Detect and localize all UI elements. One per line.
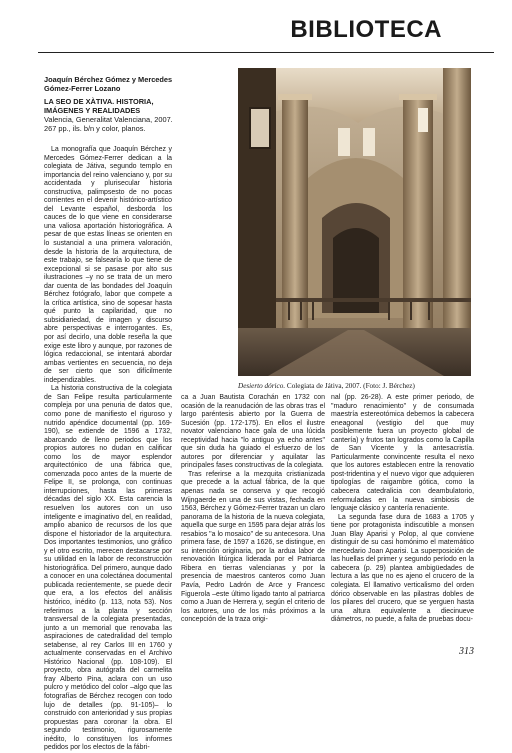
- header-rule: [38, 52, 494, 53]
- review-metadata: [44, 75, 194, 133]
- publication-line: 267 pp., ils. b/n y color, planos.: [44, 124, 146, 133]
- paragraph: ca a Juan Bautista Corachán en 1732 con ocasión de la reanudación de las obras tras el largo paréntesis abierto por la Guerra de Sucesión (pp. 172-175). En ellos el ilustre novator valenciano hace gala de una lúcida receptividad hacia "lo antiguo ya echo antes" que sin duda ha guiado el esfuerzo de los autores por diferenciar y aquilatar las principales fases constructivas de la colegiata.: [181, 394, 325, 470]
- publication-info: [44, 115, 194, 133]
- review-authors: [44, 75, 194, 93]
- page-header: [0, 0, 512, 50]
- paragraph: La segunda fase dura de 1683 a 1705 y tiene por protagonista indiscutible a monsen Juan Blay Aparisi y Polop, al que conviene distinguir de su casi homónimo el matemático mercedario Joan Aparisi. La superposición de las huellas del primer y segundo período en la cabecera (p. 29) plantea ambigüedades de lectura a las que no es ajeno el crucero de la colegiata. El llamativo verticalismo del orden dórico observable en las pilastras dobles de los pilares del crucero, que se yerguen hasta una altura equivalente a diecinueve diámetros, no puede, a falta de pruebas docu-: [331, 513, 474, 624]
- photo-caption: [238, 382, 478, 391]
- authors-line: Joaquín Bérchez Gómez y Mercedes: [44, 75, 173, 84]
- caption-text: Colegiata de Játiva, 2007. (Foto: J. Bérchez): [285, 382, 415, 390]
- text-column-1: [44, 146, 172, 752]
- book-title-line: LA SEO DE XÀTIVA. HISTORIA,: [44, 97, 154, 106]
- paragraph: La historia constructiva de la colegiata de San Felipe resulta particularmente compleja por una penuria de datos que, como pone de manifiesto el riguroso y nutrido apéndice documental (pp. 169-190), se extiende de 1596 a 1732, abarcando de lleno periodos que los propios autores no dudan en calificar como los de mayor esplendor arquitectónico de una fábrica que, comenzada poco antes de la muerte de Felipe II, se prolonga, con continuas interrupciones, hasta las primeras décadas del siglo XX. Esta carencia la resuelven los autores con un uso inteligente e imaginativo del, en realidad, amplio abanico de recursos de los que dispone el historiador de la arquitectura. Dos importantes testimonios, uno gráfico y el otro escrito, merecen destacarse por su utilidad en la labor de reconstrucción historiográfica. Del primero, aunque dado a conocer en una colectánea documental publicada recientemente, se puede decir que era, a los efectos del análisis histórico, inédito (p. 113, nota 53). Nos referimos a la planta y sección transversal de la colegiata presentadas, junto a un memorial que renovaba las aspiraciones de catedralidad del templo setabense, al rey Carlos III en 1760 y actualmente conservadas en el Archivo Histórico Nacional (pp. 108-109). El proyecto, obra autógrafa del carmelita fray Alberto Pina, aclara con un uso pulcro y metódico del color –algo que las fotografías de Bérchez recogen con todo lujo de detalles (pp. 91-105)– lo construido con anterioridad y sus propias propuestas para coronar la obra. El segundo testimonio, rigurosamente inédito, lo constituyen los informes pedidos por los electos de la fábri-: [44, 385, 172, 752]
- cathedral-interior-photo: [238, 68, 471, 376]
- paragraph: Tras referirse a la mezquita cristianizada que precede a la actual fábrica, de la que apenas nada se conserva y que recogió Wijngaerde en una de sus vistas, fechada en 1563, Bérchez y Gómez-Ferrer trazan un claro panorama de la historia de la nueva colegiata, aquella que surge en 1595 para dejar atrás los resabios "a lo mosaico" de su antecesora. Una primera fase, de 1597 a 1626, se distingue, en su intención originaria, por la ardua labor de renovación litúrgica liderada por el Patriarca Ribera en tierras valencianas y por la presencia de maestros canteros como Juan Pavía, Pedro Ladrón de Arce y Francesc Figuerola –este último ligado tanto al patriarca como a Juan de Herrera y, según el criterio de los autores, uno de los más próximos a la concepción de la traza origi-: [181, 470, 325, 624]
- paragraph: nal (pp. 26-28). A este primer periodo, de "maduro renacimiento" y de consumada maestría estereotómica debemos la cabecera eneagonal (vestigio del que muy posiblemente fuera un proyecto global de cantería) y frutos tan logrados como la Capilla de San Vicente y la antesacristía. Particularmente convincente resulta el nexo que los autores establecen entre la renovatio post-tridentina y el nuevo vigor que adquieren tipologías de raigambre gótica, como la cabecera catedralicia con deambulatorio, reformuladas en la nueva simbiosis de lenguaje clásico y cantería renaciente.: [331, 394, 474, 513]
- authors-line: Gómez-Ferrer Lozano: [44, 84, 121, 93]
- book-title: [44, 97, 194, 115]
- book-title-line: IMÁGENES Y REALIDADES: [44, 106, 141, 115]
- caption-title: Desierto dórico.: [238, 382, 286, 390]
- publication-line: Valencia, Generalitat Valenciana, 2007.: [44, 115, 173, 124]
- page-number: 313: [459, 646, 474, 657]
- text-column-2: [181, 394, 325, 638]
- text-column-3: [331, 394, 474, 638]
- section-title: BIBLIOTECA: [290, 16, 442, 43]
- paragraph: La monografía que Joaquín Bérchez y Mercedes Gómez-Ferrer dedican a la colegiata de Játiva, segundo templo en importancia del reino valenciano y, por su accidentada y plurisecular historia constructiva, palimpsesto de no pocas corrientes en el devenir histórico-artístico del Levante español, desborda los cauces de lo que viene en considerarse una valiosa aportación historiográfica. A pesar de que estas líneas se orienten en lo sustancial a una primera valoración, desde la historia de la arquitectura, de este trabajo, se falsearía lo que tiene de excepcional si se pasase por alto sus ilustraciones –y no se trata de un mero dar cuenta de las bondades del Joaquín Bérchez fotógrafo, labor que compete a la crítica artística, sino de sopesar hasta qué punto la capilaridad, que no subsidiariedad, de imagen y discurso abre perspectivas e interrogantes. Es, por así decirlo, una doble reseña la que exige este libro y aunque, por razones de lógica redaccional, se intentará abordar ambas vertientes en secuencia, no deja de ser cierto que son difícilmente independizables.: [44, 146, 172, 384]
